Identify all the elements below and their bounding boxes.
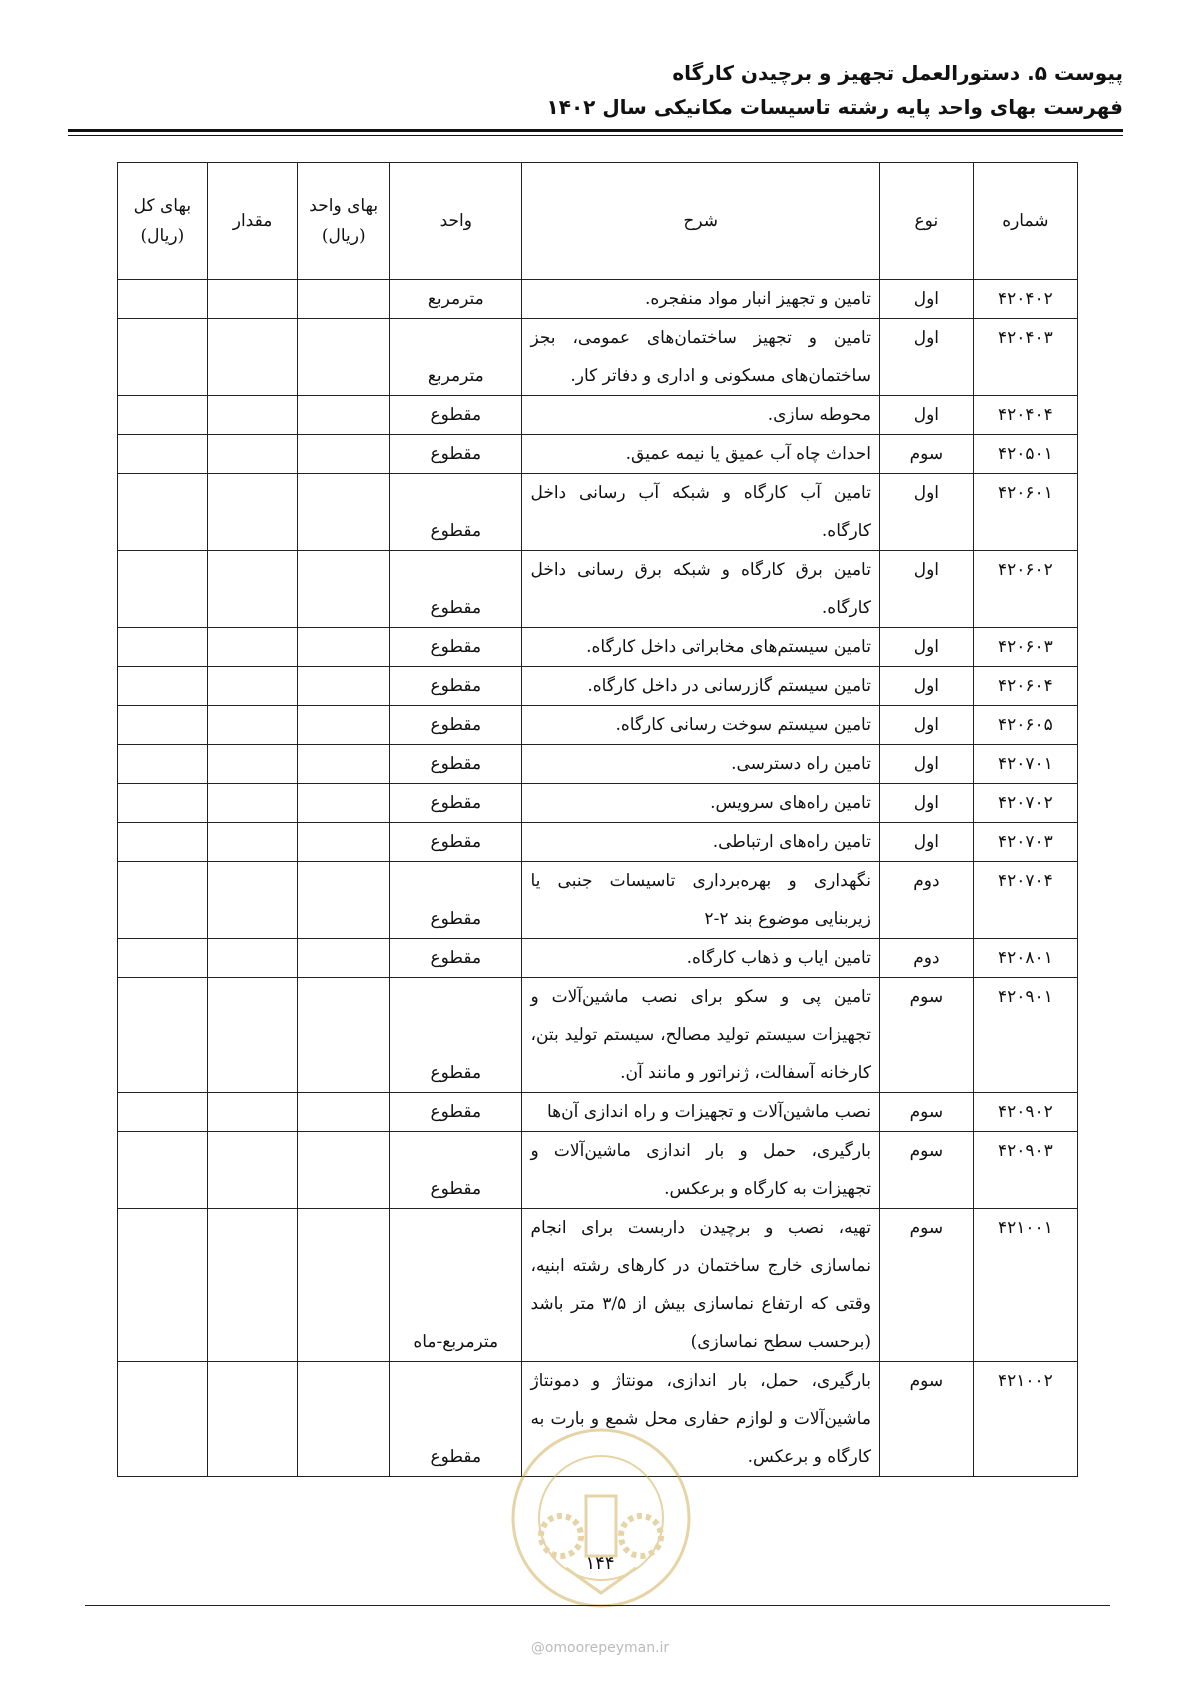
row-unit-price (298, 435, 390, 474)
table-row (118, 706, 1078, 745)
row-unit-price (298, 1209, 390, 1362)
table-row (118, 280, 1078, 319)
organization-seal-watermark (506, 1418, 696, 1618)
page-number: ۱۴۴ (585, 1553, 615, 1574)
row-total-price (118, 939, 208, 978)
row-quantity (207, 1093, 298, 1132)
row-type: سوم (879, 1093, 973, 1132)
row-description: تامین سیستم‌های مخابراتی داخل کارگاه. (522, 628, 880, 667)
row-quantity (207, 1209, 298, 1362)
price-table (117, 162, 1078, 1477)
row-number: ۴۲۰۹۰۲ (973, 1093, 1077, 1132)
table-row (118, 319, 1078, 396)
table-row (118, 474, 1078, 551)
row-number: ۴۲۰۷۰۱ (973, 745, 1077, 784)
row-unit: مقطوع (390, 823, 522, 862)
row-unit-price (298, 628, 390, 667)
row-unit: مترمربع (390, 319, 522, 396)
row-quantity (207, 474, 298, 551)
row-unit: مقطوع (390, 667, 522, 706)
header-rule-thick (68, 129, 1123, 132)
row-description: نگهداری و بهره‌برداری تاسیسات جنبی یا زیربنایی موضوع بند ۲-۲ (522, 862, 880, 939)
row-number: ۴۲۰۶۰۵ (973, 706, 1077, 745)
table-row (118, 667, 1078, 706)
row-unit-price (298, 939, 390, 978)
row-type: اول (879, 280, 973, 319)
row-number: ۴۲۰۶۰۲ (973, 551, 1077, 628)
header-unit-price: بهای واحد (ریال) (298, 163, 390, 280)
row-number: ۴۲۱۰۰۲ (973, 1362, 1077, 1477)
row-total-price (118, 745, 208, 784)
table-row (118, 978, 1078, 1093)
row-unit-price (298, 474, 390, 551)
row-quantity (207, 862, 298, 939)
row-unit: مقطوع (390, 551, 522, 628)
appendix-title: پیوست ۵. دستورالعمل تجهیز و برچیدن کارگاه (672, 61, 1123, 85)
row-quantity (207, 319, 298, 396)
row-quantity (207, 1132, 298, 1209)
row-number: ۴۲۰۸۰۱ (973, 939, 1077, 978)
row-type: دوم (879, 862, 973, 939)
row-total-price (118, 978, 208, 1093)
row-description: بارگیری، حمل و بار اندازی ماشین‌آلات و تجهیزات به کارگاه و برعکس. (522, 1132, 880, 1209)
table-row (118, 1132, 1078, 1209)
row-unit-price (298, 1093, 390, 1132)
price-list-title: فهرست بهای واحد پایه رشته تاسیسات مکانیکی سال ۱۴۰۲ (546, 95, 1123, 119)
row-total-price (118, 551, 208, 628)
row-total-price (118, 474, 208, 551)
row-number: ۴۲۰۴۰۳ (973, 319, 1077, 396)
row-unit: مقطوع (390, 862, 522, 939)
row-unit-price (298, 706, 390, 745)
row-number: ۴۲۰۷۰۴ (973, 862, 1077, 939)
row-number: ۴۲۰۹۰۱ (973, 978, 1077, 1093)
row-description: تامین و تجهیز ساختمان‌های عمومی، بجز ساختمان‌های مسکونی و اداری و دفاتر کار. (522, 319, 880, 396)
row-number: ۴۲۱۰۰۱ (973, 1209, 1077, 1362)
row-unit-price (298, 1132, 390, 1209)
row-description: تامین برق کارگاه و شبکه برق رسانی داخل کارگاه. (522, 551, 880, 628)
row-type: اول (879, 784, 973, 823)
row-unit: مقطوع (390, 1362, 522, 1477)
row-type: اول (879, 319, 973, 396)
row-unit-price (298, 319, 390, 396)
row-type: اول (879, 706, 973, 745)
row-unit: مقطوع (390, 628, 522, 667)
row-total-price (118, 1132, 208, 1209)
table-row (118, 551, 1078, 628)
row-type: اول (879, 823, 973, 862)
row-unit-price (298, 396, 390, 435)
row-description: تامین راه‌های ارتباطی. (522, 823, 880, 862)
row-quantity (207, 784, 298, 823)
row-quantity (207, 745, 298, 784)
row-total-price (118, 628, 208, 667)
row-quantity (207, 706, 298, 745)
row-unit-price (298, 978, 390, 1093)
row-unit: مقطوع (390, 1132, 522, 1209)
row-quantity (207, 628, 298, 667)
table-row (118, 1093, 1078, 1132)
row-quantity (207, 939, 298, 978)
table-row (118, 396, 1078, 435)
row-description: تامین سیستم سوخت رسانی کارگاه. (522, 706, 880, 745)
watermark-url: @omoorepeyman.ir (530, 1640, 670, 1656)
row-description: تامین آب کارگاه و شبکه آب رسانی داخل کارگاه. (522, 474, 880, 551)
row-unit: مقطوع (390, 745, 522, 784)
row-number: ۴۲۰۶۰۱ (973, 474, 1077, 551)
row-description: تامین پی و سکو برای نصب ماشین‌آلات و تجهیزات سیستم تولید مصالح، سیستم تولید بتن، کارخانه آسفالت، ژنراتور و مانند آن. (522, 978, 880, 1093)
row-description: تامین سیستم گازرسانی در داخل کارگاه. (522, 667, 880, 706)
row-type: اول (879, 745, 973, 784)
row-quantity (207, 396, 298, 435)
header-description: شرح (522, 163, 880, 280)
table-row (118, 823, 1078, 862)
row-unit-price (298, 862, 390, 939)
row-unit-price (298, 784, 390, 823)
row-number: ۴۲۰۵۰۱ (973, 435, 1077, 474)
header-quantity: مقدار (207, 163, 298, 280)
row-quantity (207, 978, 298, 1093)
row-total-price (118, 319, 208, 396)
row-total-price (118, 862, 208, 939)
row-description: احداث چاه آب عمیق یا نیمه عمیق. (522, 435, 880, 474)
row-type: اول (879, 396, 973, 435)
table-body (118, 280, 1078, 1477)
row-number: ۴۲۰۶۰۳ (973, 628, 1077, 667)
header-total-price: بهای کل (ریال) (118, 163, 208, 280)
row-number: ۴۲۰۷۰۳ (973, 823, 1077, 862)
row-total-price (118, 706, 208, 745)
header-rule-thin (68, 135, 1123, 136)
footer-rule (85, 1605, 1110, 1606)
row-quantity (207, 667, 298, 706)
page-header (68, 56, 1123, 124)
row-type: اول (879, 628, 973, 667)
table-row (118, 745, 1078, 784)
row-type: سوم (879, 978, 973, 1093)
row-number: ۴۲۰۷۰۲ (973, 784, 1077, 823)
row-description: تهیه، نصب و برچیدن داربست برای انجام نماسازی خارج ساختمان در کارهای رشته ابنیه، وقتی که ارتفاع نماسازی بیش از ۳/۵ متر باشد (برحسب سطح نماسازی) (522, 1209, 880, 1362)
row-unit: مقطوع (390, 474, 522, 551)
row-description: نصب ماشین‌آلات و تجهیزات و راه اندازی آن‌ها (522, 1093, 880, 1132)
row-unit: مقطوع (390, 435, 522, 474)
row-description: بارگیری، حمل، بار اندازی، مونتاژ و دمونتاژ ماشین‌آلات و لوازم حفاری محل شمع و بارت به کارگاه و برعکس. (522, 1362, 880, 1477)
table-row (118, 784, 1078, 823)
row-unit-price (298, 1362, 390, 1477)
row-total-price (118, 396, 208, 435)
row-quantity (207, 435, 298, 474)
row-total-price (118, 1093, 208, 1132)
header-number: شماره (973, 163, 1077, 280)
row-unit: مقطوع (390, 706, 522, 745)
row-unit-price (298, 667, 390, 706)
row-number: ۴۲۰۴۰۴ (973, 396, 1077, 435)
row-unit: مقطوع (390, 396, 522, 435)
row-total-price (118, 784, 208, 823)
row-unit: مترمربع-ماه (390, 1209, 522, 1362)
row-type: دوم (879, 939, 973, 978)
row-number: ۴۲۰۶۰۴ (973, 667, 1077, 706)
row-total-price (118, 667, 208, 706)
row-type: اول (879, 551, 973, 628)
table-row (118, 862, 1078, 939)
row-total-price (118, 1362, 208, 1477)
row-description: تامین راه دسترسی. (522, 745, 880, 784)
row-unit: مقطوع (390, 978, 522, 1093)
table-row (118, 435, 1078, 474)
row-unit: مترمربع (390, 280, 522, 319)
row-quantity (207, 1362, 298, 1477)
row-description: تامین و تجهیز انبار مواد منفجره. (522, 280, 880, 319)
row-quantity (207, 551, 298, 628)
row-quantity (207, 280, 298, 319)
row-number: ۴۲۰۹۰۳ (973, 1132, 1077, 1209)
row-type: اول (879, 474, 973, 551)
row-quantity (207, 823, 298, 862)
table-row (118, 628, 1078, 667)
row-unit-price (298, 823, 390, 862)
row-total-price (118, 280, 208, 319)
row-unit-price (298, 551, 390, 628)
row-type: سوم (879, 1132, 973, 1209)
header-unit: واحد (390, 163, 522, 280)
table-row (118, 939, 1078, 978)
row-type: سوم (879, 1362, 973, 1477)
row-description: محوطه سازی. (522, 396, 880, 435)
row-type: اول (879, 667, 973, 706)
row-description: تامین ایاب و ذهاب کارگاه. (522, 939, 880, 978)
table-row (118, 1209, 1078, 1362)
row-unit-price (298, 745, 390, 784)
row-total-price (118, 1209, 208, 1362)
row-number: ۴۲۰۴۰۲ (973, 280, 1077, 319)
row-unit: مقطوع (390, 784, 522, 823)
row-unit-price (298, 280, 390, 319)
row-type: سوم (879, 435, 973, 474)
row-unit: مقطوع (390, 1093, 522, 1132)
row-total-price (118, 435, 208, 474)
row-total-price (118, 823, 208, 862)
row-type: سوم (879, 1209, 973, 1362)
row-description: تامین راه‌های سرویس. (522, 784, 880, 823)
header-type: نوع (879, 163, 973, 280)
row-unit: مقطوع (390, 939, 522, 978)
table-header-row (118, 163, 1078, 280)
